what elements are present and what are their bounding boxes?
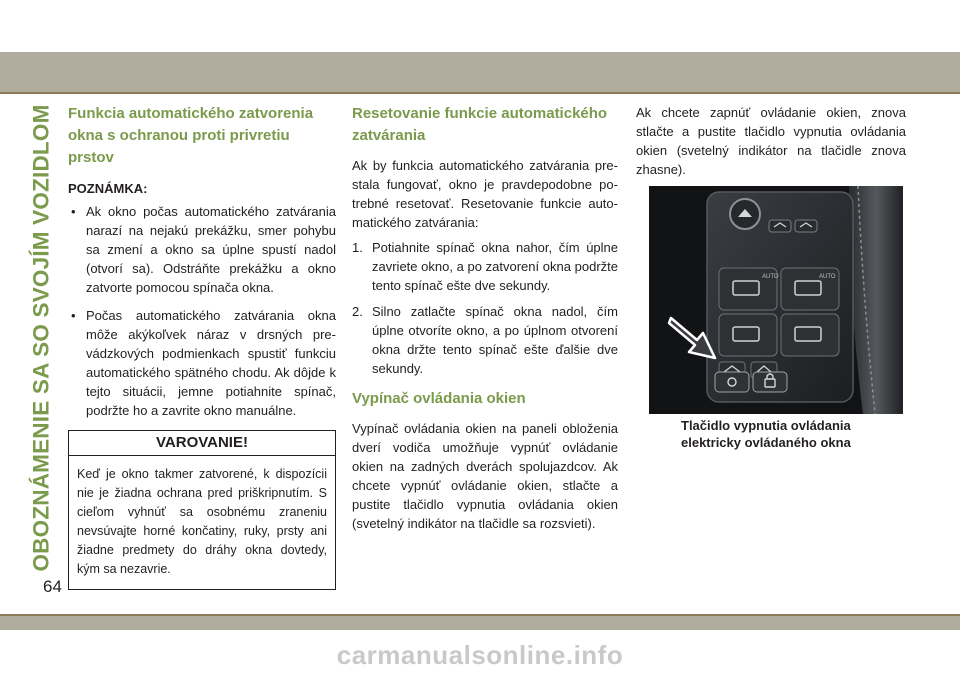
auto-label: AUTO xyxy=(762,274,779,280)
step-text: Potiahnite spínač okna nahor, čím úplne zavriete okno, a po zatvorení okna podržte tento spínač ešte dve sekundy. xyxy=(372,240,618,293)
bullet-text: Počas automatického zatvárania okna môže akýkoľvek náraz v drsných prevádzkových podmienkach spustiť funkciu automatického spätného chodu. Ak dôjde k tejto situácii, jemne potiahnite spínač, podržte ho a zavrite okno manuálne. xyxy=(86,308,336,418)
door-panel-illustration xyxy=(649,186,903,414)
warning-title: VAROVANIE! xyxy=(69,431,335,456)
header-band xyxy=(0,52,960,92)
header-rule xyxy=(0,92,960,94)
list-item xyxy=(352,238,618,295)
warning-text: Keď je okno takmer zatvorené, k dispozícii nie je žiadna ochrana pred priškripnutím. S cieľom vyhnúť sa osobnému zraneniu nevsúvajte horné končatiny, ruky, prsty ani žiadne predmety do dráhy okna dovtedy, kým sa nezavrie. xyxy=(77,467,327,576)
step-number: 1. xyxy=(352,240,363,255)
bullet-text: Ak okno počas automatického zatvárania narazí na nejakú prekážku, smer pohybu sa zmení a okno sa úplne spustí nadol (otvorí sa). Odstráňte prekážku a okno zatvorte pomocou spínača okna. xyxy=(86,204,336,295)
warning-box xyxy=(68,430,336,590)
column-1 xyxy=(68,103,336,590)
list-item xyxy=(68,202,336,297)
list-item xyxy=(68,306,336,420)
top-white-band xyxy=(0,0,960,52)
reset-intro: Ak by funkcia automatického zatvárania prestala fungovať, okno je pravdepodobne potrebné resetovať. Resetovanie funkcie automatického zatvárania: xyxy=(352,158,618,230)
column-3 xyxy=(636,103,906,451)
bullet-mark: • xyxy=(71,308,76,323)
window-switch-photo xyxy=(649,186,903,414)
footer-band xyxy=(0,616,960,630)
watermark-text: carmanualsonline.info xyxy=(336,640,624,670)
step-number: 2. xyxy=(352,304,363,319)
heading-reset: Resetovanie funkcie automatického zatvárania xyxy=(352,105,608,144)
lockout-paragraph: Vypínač ovládania okien na paneli obloženia dverí vodiča umožňuje vypnúť ovládanie okien na zadných dverách spolujazdcov. Ak chcete vypnúť ovládanie okien, stlačte a pustite tlačidlo vypnutia ovládania okien (svetelný indikátor na tlačidle sa rozsvieti). xyxy=(352,421,618,531)
note-label: POZNÁMKA: xyxy=(68,181,148,196)
page-number: 64 xyxy=(43,577,62,596)
enable-paragraph: Ak chcete zapnúť ovládanie okien, znova stlačte a pustite tlačidlo vypnutia ovládania okien (svetelný indikátor na tlačidle znova zhasne). xyxy=(636,105,906,177)
figure-caption: Tlačidlo vypnutia ovládania elektricky ovládaného okna xyxy=(681,418,851,450)
section-title-text: OBOZNÁMENIE SA SO SVOJÍM VOZIDLOM xyxy=(29,104,54,572)
section-title-vertical xyxy=(28,104,56,572)
auto-label: AUTO xyxy=(819,274,836,280)
heading-window-lockout: Vypínač ovládania okien xyxy=(352,390,526,407)
heading-auto-close: Funkcia automatického zatvorenia okna s ochranou proti privretiu prstov xyxy=(68,105,314,166)
note-bullet-list xyxy=(68,202,336,420)
list-item xyxy=(352,302,618,378)
reset-steps xyxy=(352,238,618,378)
step-text: Silno zatlačte spínač okna nadol, čím úplne otvoríte okno, a po úplnom otvorení okna držte tento spínač ešte ďalšie dve sekundy. xyxy=(372,304,618,376)
bullet-mark: • xyxy=(71,204,76,219)
column-2 xyxy=(352,103,618,533)
